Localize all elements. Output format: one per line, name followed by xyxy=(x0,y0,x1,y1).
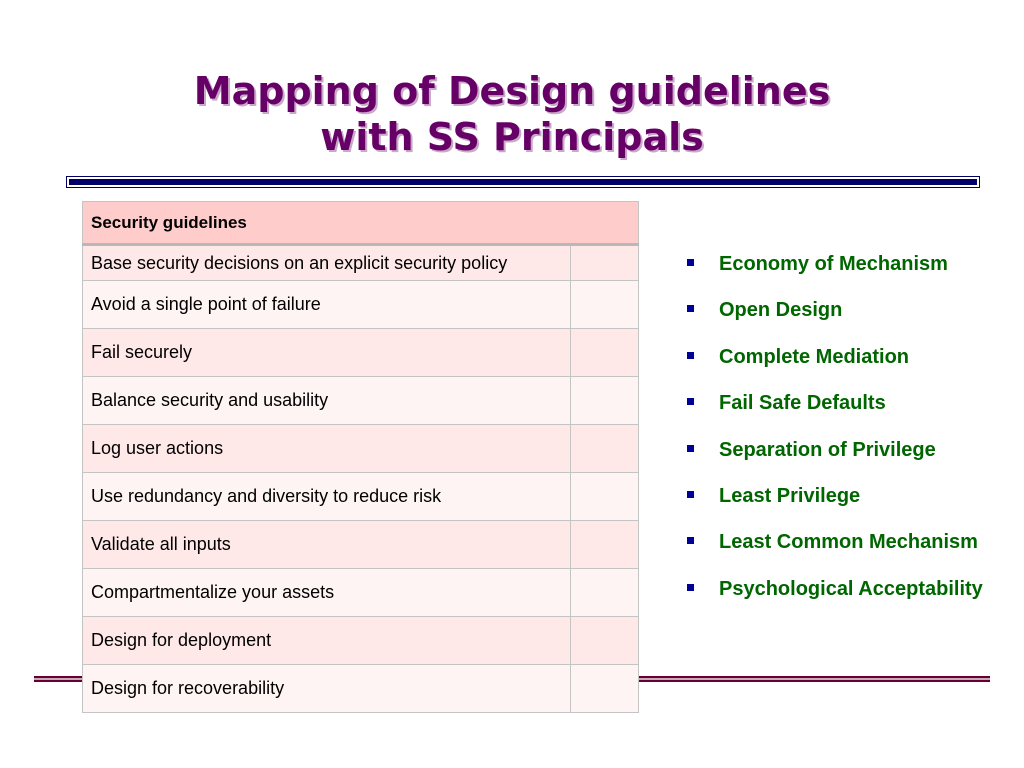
principle-label: Open Design xyxy=(719,299,843,322)
mapping-cell xyxy=(571,377,639,425)
square-bullet-icon xyxy=(687,305,694,312)
guideline-label: Base security decisions on an explicit security policy xyxy=(83,245,571,281)
mapping-cell xyxy=(571,665,639,713)
square-bullet-icon xyxy=(687,259,694,266)
title-divider-bar xyxy=(69,179,977,185)
guideline-label: Validate all inputs xyxy=(83,521,571,569)
mapping-cell xyxy=(571,425,639,473)
table-row xyxy=(83,569,639,617)
principle-label: Least Common Mechanism xyxy=(719,531,978,554)
mapping-cell xyxy=(571,569,639,617)
guideline-label: Avoid a single point of failure xyxy=(83,281,571,329)
guideline-label: Design for deployment xyxy=(83,617,571,665)
square-bullet-icon xyxy=(687,445,694,452)
guideline-label: Use redundancy and diversity to reduce risk xyxy=(83,473,571,521)
table-row xyxy=(83,329,639,377)
table-row xyxy=(83,281,639,329)
table-row xyxy=(83,473,639,521)
slide-title xyxy=(0,68,1024,160)
list-item xyxy=(686,528,983,574)
table-row xyxy=(83,245,639,281)
table-row xyxy=(83,665,639,713)
principle-label: Separation of Privilege xyxy=(719,438,936,461)
principle-label: Economy of Mechanism xyxy=(719,253,948,275)
title-divider xyxy=(66,174,980,190)
table-row xyxy=(83,377,639,425)
guideline-label: Design for recoverability xyxy=(83,665,571,713)
guidelines-table xyxy=(82,201,639,713)
table-row xyxy=(83,617,639,665)
principles-list xyxy=(686,250,983,621)
square-bullet-icon xyxy=(687,352,694,359)
principle-label: Psychological Acceptability xyxy=(719,577,983,600)
square-bullet-icon xyxy=(687,584,694,591)
table-row xyxy=(83,521,639,569)
list-item xyxy=(686,482,983,528)
guideline-label: Balance security and usability xyxy=(83,377,571,425)
guideline-label: Fail securely xyxy=(83,329,571,377)
list-item xyxy=(686,296,983,342)
list-item xyxy=(686,575,983,621)
guidelines-table-header xyxy=(83,202,639,245)
mapping-cell xyxy=(571,473,639,521)
guideline-label: Compartmentalize your assets xyxy=(83,569,571,617)
mapping-cell xyxy=(571,617,639,665)
principle-label: Complete Mediation xyxy=(719,345,910,368)
list-item xyxy=(686,343,983,389)
slide-title-line-2: with SS Principals xyxy=(320,115,704,159)
guideline-label: Log user actions xyxy=(83,425,571,473)
square-bullet-icon xyxy=(687,398,694,405)
principle-label: Least Privilege xyxy=(719,484,861,507)
list-item xyxy=(686,250,983,296)
list-item xyxy=(686,436,983,482)
principle-label: Fail Safe Defaults xyxy=(719,392,886,415)
slide-title-line-1: Mapping of Design guidelines xyxy=(193,69,831,113)
square-bullet-icon xyxy=(687,537,694,544)
square-bullet-icon xyxy=(687,491,694,498)
list-item xyxy=(686,389,983,435)
mapping-cell xyxy=(571,281,639,329)
mapping-cell xyxy=(571,521,639,569)
table-row xyxy=(83,425,639,473)
mapping-cell xyxy=(571,245,639,281)
mapping-cell xyxy=(571,329,639,377)
guidelines-table-header-cell: Security guidelines xyxy=(83,202,639,245)
